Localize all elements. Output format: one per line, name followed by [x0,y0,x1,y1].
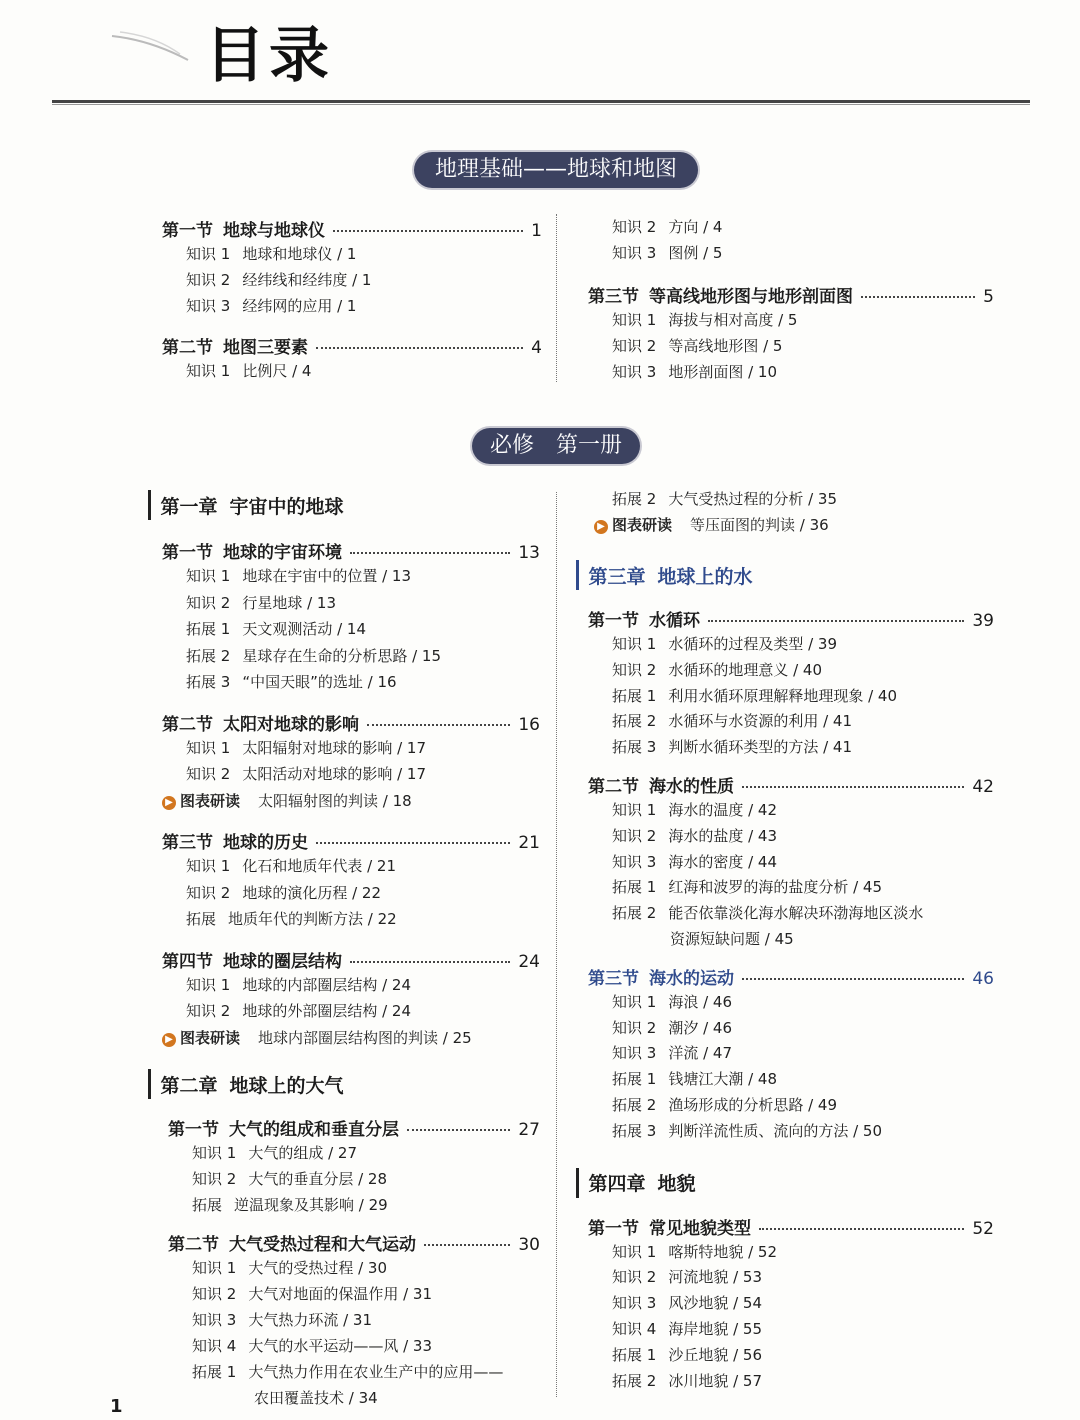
section-name: 水循环 [649,611,700,631]
item-text: 海水的盐度 / 43 [668,826,777,845]
item-label: 拓展 1 [612,878,657,897]
section-number: 第二节 [588,776,639,797]
toc-item[interactable] [612,361,994,387]
item-label: 知识 3 [612,1294,657,1313]
item-text: 冰川地貌 / 57 [668,1371,762,1390]
chapter-title: 地球上的水 [657,565,753,588]
toc-section[interactable] [162,710,540,735]
section-name: 地球与地球仪 [223,221,325,241]
toc-item[interactable] [612,1068,994,1094]
item-text: 潮汐 / 46 [668,1018,732,1037]
item-label: 拓展 3 [612,738,657,757]
item-label: 知识 2 [186,593,231,612]
item-label: 知识 2 [186,883,231,902]
item-text: 风沙地貌 / 54 [668,1294,762,1313]
chapter-bar [576,1168,579,1198]
item-text: 钱塘江大潮 / 48 [668,1070,777,1089]
section-name: 海水的运动 [649,968,734,989]
toc-item[interactable] [186,243,542,269]
page-ref: 52 [972,1218,994,1239]
toc-item[interactable] [612,488,994,514]
toc-section[interactable] [588,282,994,307]
toc-item[interactable] [612,1292,994,1318]
item-text: 大气受热过程的分析 / 35 [668,490,837,508]
leader-dots [742,978,964,980]
item-label: 知识 3 [612,1044,657,1063]
item-label: 知识 1 [192,1259,237,1277]
chapter-title: 宇宙中的地球 [229,495,344,518]
feature-label: 图表研读 [180,1028,241,1047]
chapter-heading[interactable] [148,1069,540,1099]
base-right-column [588,216,994,387]
item-text: 方向 / 4 [668,218,723,236]
section-number: 第一节 [168,1120,219,1140]
item-label: 拓展 1 [612,1070,657,1089]
section-number: 第三节 [588,968,639,989]
page-ref: 27 [518,1120,540,1140]
item-text: 大气热力作用在农业生产中的应用—— [248,1363,504,1381]
item-text: 洋流 / 47 [668,1044,732,1063]
toc-item[interactable] [186,671,540,698]
toc-item[interactable] [186,908,540,935]
item-label: 拓展 2 [612,904,657,923]
item-label: 知识 2 [186,1002,231,1020]
item-text: 大气对地面的保温作用 / 31 [248,1285,432,1303]
toc-item[interactable] [612,1370,994,1396]
toc-item[interactable] [192,1335,540,1361]
toc-item[interactable] [612,309,994,335]
page-ref: 46 [972,968,994,989]
toc-item[interactable] [612,1318,994,1344]
chapter-heading[interactable] [576,1168,994,1198]
item-text: 河流地貌 / 53 [668,1268,762,1287]
item-text: 喀斯特地貌 / 52 [668,1242,777,1261]
item-label: 知识 1 [186,567,231,585]
toc-item[interactable] [192,1142,540,1168]
section-name: 地球的圈层结构 [223,951,342,972]
item-label: 知识 1 [192,1144,237,1162]
item-text: 化石和地质年代表 / 21 [242,857,396,875]
leader-dots [350,552,510,554]
toc-item[interactable] [612,736,994,762]
chapter-heading[interactable] [148,490,540,520]
section-name: 地球的历史 [223,833,308,853]
item-text: 地形剖面图 / 10 [668,363,777,381]
section-name: 地球的宇宙环境 [223,543,342,563]
item-label: 拓展 [192,1196,223,1214]
chapter-heading[interactable] [576,560,994,590]
leader-dots [316,347,523,349]
toc-section[interactable] [588,606,994,631]
item-text: 太阳辐射对地球的影响 / 17 [242,738,426,757]
item-text: 大气的水平运动——风 / 33 [248,1337,432,1355]
toc-feature-item[interactable] [162,1027,540,1054]
section-name: 太阳对地球的影响 [223,714,359,735]
page-ref: 24 [518,951,540,972]
part-banner-base: 地理基础——地球和地图 [414,152,698,188]
page-ref: 39 [972,611,994,631]
item-label: 知识 3 [612,363,657,381]
leader-dots [424,1244,510,1246]
column-divider [556,214,557,382]
toc-section[interactable] [162,538,540,563]
toc-feature-item[interactable] [162,790,540,817]
page-ref: 13 [518,543,540,563]
item-text: 图例 / 5 [668,244,723,262]
item-text: 行星地球 / 13 [242,593,336,612]
chapter-number: 第二章 [160,1074,218,1097]
feature-label: 图表研读 [612,516,673,534]
toc-section[interactable] [168,1230,540,1255]
section-number: 第四节 [162,951,213,972]
section-number: 第一节 [162,543,213,563]
item-label: 拓展 2 [612,712,657,731]
item-text: 资源短缺问题 / 45 [670,929,794,948]
item-text: 太阳活动对地球的影响 / 17 [242,765,426,783]
item-label: 知识 2 [612,218,657,236]
arrow-bullet-icon: ▶ [162,796,176,810]
toc-item[interactable] [186,565,540,592]
toc-item[interactable] [612,1241,994,1267]
toc-item[interactable] [612,902,994,928]
column-divider [556,492,557,1397]
toc-item[interactable] [612,659,994,685]
item-text: 能否依靠淡化海水解决环渤海地区淡水 [668,904,924,923]
item-label: 知识 3 [192,1311,237,1329]
toc-item[interactable] [186,855,540,882]
arrow-bullet-icon: ▶ [594,520,608,534]
item-text: 太阳辐射图的判读 / 18 [258,791,412,810]
item-label: 知识 3 [612,244,657,262]
toc-item-continuation[interactable] [192,1387,540,1413]
item-label: 拓展 2 [612,490,657,508]
page-ref: 21 [518,833,540,853]
item-text: 天文观测活动 / 14 [242,620,366,638]
item-text: 大气热力环流 / 31 [248,1311,372,1329]
chapter-bar [148,490,151,520]
leader-dots [333,230,523,232]
toc-item[interactable] [612,991,994,1017]
item-text: 比例尺 / 4 [242,362,312,380]
item-text: 沙丘地貌 / 56 [668,1345,762,1364]
item-label: 知识 2 [192,1285,237,1303]
item-text: 利用水循环原理解释地理现象 / 40 [668,686,897,705]
toc-item[interactable] [612,685,994,711]
item-text: 水循环的过程及类型 / 39 [668,635,837,653]
section-number: 第二节 [162,338,213,358]
section-number: 第二节 [162,714,213,735]
toc-feature-item[interactable] [576,514,994,540]
item-label: 知识 2 [612,826,657,845]
compulsory-right-column [576,488,994,1395]
corner-decoration [110,30,190,62]
item-label: 知识 4 [192,1337,237,1355]
toc-item-continuation[interactable] [612,928,994,954]
item-text: 地球的演化历程 / 22 [242,883,381,902]
chapter-bar [148,1069,151,1099]
item-text: 地球内部圈层结构图的判读 / 25 [258,1028,472,1047]
item-label: 知识 1 [186,857,231,875]
item-text: 海水的密度 / 44 [668,852,777,871]
leader-dots [759,1228,964,1230]
toc-section[interactable] [162,333,542,358]
item-label: 知识 1 [186,245,231,263]
toc-section[interactable] [162,947,540,972]
toc-item[interactable] [186,1000,540,1027]
item-label: 知识 3 [612,852,657,871]
toc-item[interactable] [186,618,540,645]
item-text: 水循环与水资源的利用 / 41 [668,712,852,731]
item-label: 知识 2 [186,271,231,289]
chapter-bar [576,560,579,590]
toc-item[interactable] [612,242,994,268]
leader-dots [861,296,975,298]
item-label: 知识 2 [612,660,657,679]
item-text: 地球的内部圈层结构 / 24 [242,975,411,994]
section-number: 第三节 [588,287,639,307]
toc-item[interactable] [612,799,994,825]
toc-section[interactable] [162,216,542,241]
toc-item[interactable] [612,1094,994,1120]
compulsory-left-column [148,490,540,1413]
toc-item[interactable] [186,974,540,1001]
toc-item[interactable] [612,216,994,242]
toc-item[interactable] [186,645,540,672]
item-text: 星球存在生命的分析思路 / 15 [242,646,441,665]
toc-item[interactable] [612,825,994,851]
item-text: 经纬网的应用 / 1 [242,297,357,315]
item-label: 知识 2 [612,1268,657,1287]
item-label: 知识 1 [186,975,231,994]
toc-item[interactable] [192,1283,540,1309]
leader-dots [742,786,964,788]
toc-item[interactable] [186,737,540,764]
toc-item[interactable] [186,360,542,386]
arrow-bullet-icon: ▶ [162,1033,176,1047]
leader-dots [367,724,510,726]
chapter-number: 第四章 [588,1173,646,1196]
feature-label: 图表研读 [180,791,241,810]
section-number: 第二节 [168,1235,219,1255]
section-number: 第一节 [588,611,639,631]
section-name: 地图三要素 [223,338,308,358]
item-label: 拓展 1 [612,686,657,705]
section-name: 等高线地形图与地形剖面图 [649,287,853,307]
toc-item[interactable] [186,269,542,295]
toc-item[interactable] [192,1309,540,1335]
item-label: 知识 4 [612,1319,657,1338]
toc-item[interactable] [192,1257,540,1283]
toc-item[interactable] [612,335,994,361]
item-label: 知识 2 [186,765,231,783]
item-label: 拓展 2 [612,1095,657,1114]
item-text: 地球的外部圈层结构 / 24 [242,1002,411,1020]
item-text: 海拔与相对高度 / 5 [668,311,798,329]
page-ref: 30 [518,1235,540,1255]
toc-section[interactable] [588,964,994,989]
item-label: 知识 2 [612,337,657,355]
item-label: 知识 1 [612,800,657,819]
section-number: 第一节 [588,1218,639,1239]
toc-item[interactable] [612,710,994,736]
item-text: 渔场形成的分析思路 / 49 [668,1095,837,1114]
chapter-title: 地貌 [657,1173,696,1196]
section-number: 第三节 [162,833,213,853]
toc-item[interactable] [612,1017,994,1043]
item-text: 逆温现象及其影响 / 29 [234,1196,388,1214]
page-ref: 4 [531,338,542,358]
toc-item[interactable] [612,876,994,902]
item-text: 判断洋流性质、流向的方法 / 50 [668,1121,882,1140]
section-name: 大气受热过程和大气运动 [229,1235,416,1255]
toc-item[interactable] [186,592,540,619]
item-label: 拓展 3 [612,1121,657,1140]
item-text: 判断水循环类型的方法 / 41 [668,738,852,757]
item-text: 地球在宇宙中的位置 / 13 [242,567,411,585]
item-label: 拓展 1 [612,1345,657,1364]
page-number: 1 [110,1396,123,1417]
page-title: 目录 [205,21,333,91]
toc-section[interactable] [588,1214,994,1239]
toc-item[interactable] [612,1344,994,1370]
item-label: 知识 1 [612,311,657,329]
item-label: 拓展 1 [186,620,231,638]
page-ref: 42 [972,776,994,797]
title-rule [52,100,1030,103]
item-label: 知识 1 [612,992,657,1011]
item-text: 地质年代的判断方法 / 22 [228,910,397,928]
item-label: 知识 3 [186,297,231,315]
item-label: 拓展 [186,910,217,928]
item-text: 等高线地形图 / 5 [668,337,783,355]
item-text: 红海和波罗的海的盐度分析 / 45 [668,878,882,897]
toc-item[interactable] [186,295,542,321]
item-text: 大气的组成 / 27 [248,1144,357,1162]
chapter-number: 第一章 [160,495,218,518]
item-label: 知识 1 [612,635,657,653]
item-text: “中国天眼”的选址 / 16 [242,673,397,691]
part-banner-compulsory-1: 必修 第一册 [472,428,640,464]
toc-item[interactable] [192,1361,540,1387]
item-label: 拓展 3 [186,673,231,691]
leader-dots [316,842,510,844]
item-text: 大气的垂直分层 / 28 [248,1170,387,1188]
chapter-title: 地球上的大气 [229,1074,344,1097]
leader-dots [407,1129,510,1131]
leader-dots [350,961,510,963]
item-label: 知识 2 [612,1018,657,1037]
section-name: 大气的组成和垂直分层 [229,1120,399,1140]
item-text: 海岸地貌 / 55 [668,1319,762,1338]
title-rule-thin [52,104,1030,105]
toc-item[interactable] [612,1266,994,1292]
item-text: 海水的温度 / 42 [668,800,777,819]
page-ref: 1 [531,221,542,241]
toc-section[interactable] [588,772,994,797]
toc-item[interactable] [612,1120,994,1146]
item-text: 地球和地球仪 / 1 [242,245,357,263]
toc-item[interactable] [186,763,540,790]
item-text: 等压面图的判读 / 36 [690,516,829,534]
section-number: 第一节 [162,221,213,241]
item-label: 知识 1 [612,1242,657,1261]
page-ref: 5 [983,287,994,307]
chapter-number: 第三章 [588,565,646,588]
item-label: 知识 1 [186,362,231,380]
item-label: 拓展 2 [612,1371,657,1390]
section-name: 海水的性质 [649,776,734,797]
base-left-column [162,216,542,386]
item-text: 经纬线和经纬度 / 1 [242,271,372,289]
item-label: 知识 1 [186,738,231,757]
toc-item[interactable] [186,882,540,909]
toc-item[interactable] [192,1194,540,1220]
leader-dots [708,620,964,622]
item-label: 知识 2 [192,1170,237,1188]
item-text: 水循环的地理意义 / 40 [668,660,822,679]
item-label: 拓展 2 [186,646,231,665]
item-text: 海浪 / 46 [668,992,732,1011]
item-text: 农田覆盖技术 / 34 [254,1389,378,1407]
toc-item[interactable] [192,1168,540,1194]
toc-item[interactable] [612,851,994,877]
toc-section[interactable] [162,828,540,853]
toc-item[interactable] [612,633,994,659]
item-label: 拓展 1 [192,1363,237,1381]
section-name: 常见地貌类型 [649,1218,751,1239]
toc-section[interactable] [168,1115,540,1140]
toc-item[interactable] [612,1042,994,1068]
item-text: 大气的受热过程 / 30 [248,1259,387,1277]
page-ref: 16 [518,714,540,735]
